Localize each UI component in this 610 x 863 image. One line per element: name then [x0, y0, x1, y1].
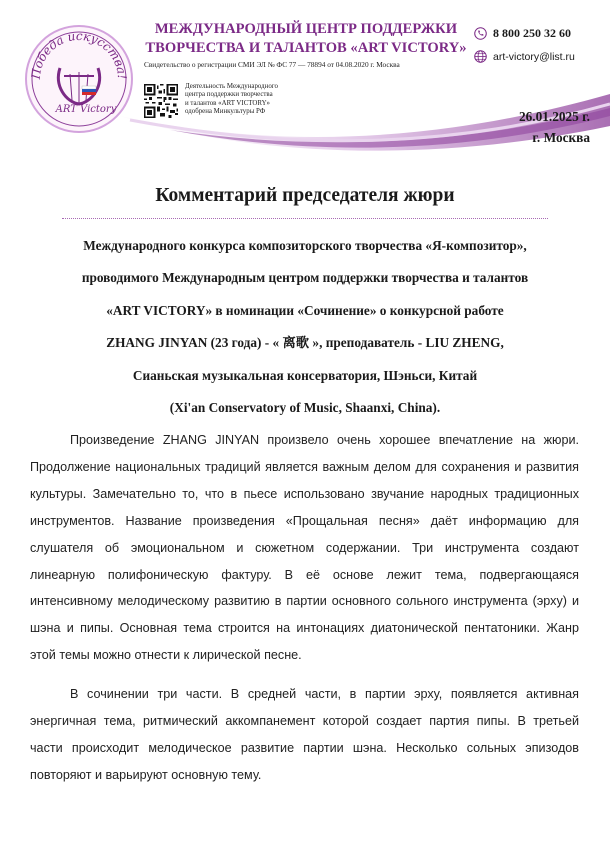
registration-info: Свидетельство о регистрации СМИ ЭЛ № ФС 77 — 78894 от 04.08.2020 г. Москва	[144, 60, 400, 69]
lead-line-6: (Xi'an Conservatory of Music, Shaanxi, China).	[169, 400, 441, 416]
lead-line-4: ZHANG JINYAN (23 года) - « 离歌 », преподаватель - LIU ZHENG,	[106, 335, 504, 351]
phone-contact	[474, 26, 571, 41]
logo-ring-text: Победа искусства!	[28, 28, 130, 80]
activity-line-1: Деятельность Международного	[185, 83, 278, 90]
org-title-line-1: МЕЖДУНАРОДНЫЙ ЦЕНТР ПОДДЕРЖКИ	[154, 21, 458, 37]
lead-line-5: Сианьская музыкальная консерватория, Шэньси, Китай	[132, 367, 478, 383]
lead-line-1: Международного конкурса композиторского творчества «Я-композитор»,	[83, 238, 527, 253]
email-address: art-victory@list.ru	[493, 50, 575, 63]
body-text	[30, 427, 579, 789]
org-title-line-2: ТВОРЧЕСТВА И ТАЛАНТОВ «ART VICTORY»	[145, 40, 467, 56]
document-city: г. Москва	[532, 130, 590, 145]
organization-title	[144, 20, 468, 58]
date-block	[519, 106, 590, 148]
phone-icon	[474, 27, 487, 40]
globe-icon	[474, 50, 487, 63]
title-divider	[62, 218, 548, 219]
lead-line-2: проводимого Международным центром поддержки творчества и талантов	[81, 270, 529, 286]
activity-line-4: одобрена Минкультуры РФ	[185, 108, 266, 116]
phone-number: 8 800 250 32 60	[493, 26, 571, 40]
activity-line-2: центра поддержки творчества	[185, 91, 273, 99]
activity-line-3: и талантов «ART VICTORY»	[185, 99, 271, 107]
logo-text: ART Victory	[55, 104, 117, 115]
document-date: 26.01.2025 г.	[518, 109, 590, 124]
email-contact	[474, 50, 575, 63]
lead-block	[30, 230, 580, 424]
paragraph-2: В сочинении три части. В средней части, в партии эрху, появляется активная энергичная тема, ритмический аккомпанемент которой создает партия пипы. В третьей части происходит мелодическое развитие партии шэна. Несколько сольных эпизодов повторяют и варьируют основную тему.	[30, 687, 579, 782]
lead-line-3: «ART VICTORY» в номинации «Сочинение» о конкурсной работе	[106, 302, 504, 318]
document-title: Комментарий председателя жюри	[155, 185, 455, 206]
paragraph-1: Произведение ZHANG JINYAN произвело очень хорошее впечатление на жюри. Продолжение национальных традиций является важным делом для сохранения и развития культуры. Замечательно то, что в пьесе использовано звучание народных традиционных инструментов. Название произведения «Прощальная песня» даёт информацию для слушателя об эмоциональном и сюжетном содержании. Три инструмента создают линеарную полифоническую фактуру. В её основе лежит тема, подвергающаяся интенсивному мелодическому развитию в партии основного сольного инструмента (эрху) и шэна и пипы. Основная тема строится на интонациях диатонической пентатоники. Жанр этой темы можно отнести к лирической песне.	[30, 433, 579, 663]
